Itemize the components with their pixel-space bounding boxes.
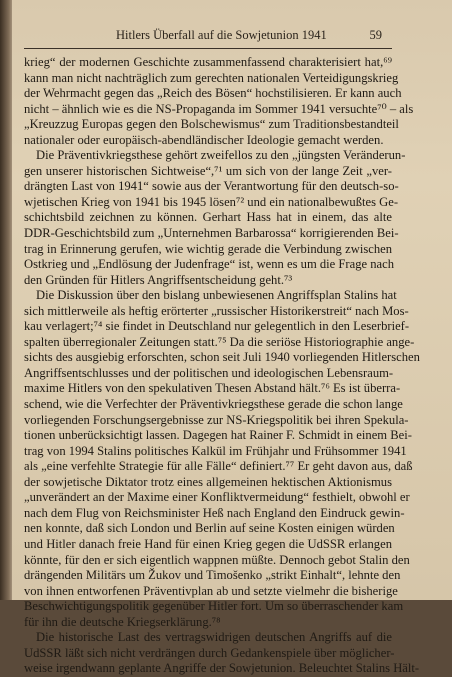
text-line: kau verlagert;⁷⁴ sie findet in Deutschland nur gelegentlich in den Leserbrief- bbox=[24, 319, 410, 334]
body-text bbox=[24, 55, 420, 677]
text-line: Die historische Last des vertragswidrigen deutschen Angriffs auf die bbox=[36, 630, 392, 645]
text-line: krieg“ der modernen Geschichte zusammenfassend charakterisiert hat,⁶⁹ bbox=[24, 55, 392, 69]
text-line: Die Präventivkriegsthese gehört zweifellos zu den „jüngsten Veränderun- bbox=[36, 148, 406, 163]
text-line: UdSSR läßt sich nicht verdrängen durch Gedankenspiele über möglicher- bbox=[24, 645, 395, 660]
text-line: sich mittlerweile als heftig erörterter „russischer Historikerstreit“ nach Mos- bbox=[24, 303, 409, 318]
text-line: der sowjetische Diktator trotz eines allgemeinen hektischen Aktionismus bbox=[24, 474, 392, 489]
text-line: der Wehrmacht gegen das „Reich des Bösen“ hochstilisieren. Er kann auch bbox=[24, 86, 402, 101]
text-line: schend, wie die Verfechter der Präventivkriegsthese gerade die schon lange bbox=[24, 397, 403, 412]
text-line: Die Diskussion über den bislang unbewiesenen Angriffsplan Stalins hat bbox=[36, 288, 397, 303]
header-rule bbox=[24, 48, 392, 49]
text-line: nicht – ähnlich wie es die NS-Propaganda im Sommer 1941 versuchte⁷⁰ – als bbox=[24, 101, 414, 116]
text-line: spalten überregionaler Zeitungen statt.⁷⁵ Da die seriöse Historiographie ange- bbox=[24, 334, 415, 349]
text-line: weise irgendwann geplante Angriffe der Sowjetunion. Beleuchtet Stalins Hält- bbox=[24, 661, 420, 676]
text-line: gen unserer historischen Sichtweise“,⁷¹ um sich von der lange Zeit „ver- bbox=[24, 163, 392, 178]
text-line: nen konnte, daß sich London und Berlin auf seine Kosten einigen würden bbox=[24, 521, 395, 536]
text-line: trag in Erinnerung gerufen, wie wichtig gerade die Verbindung zwischen bbox=[24, 241, 392, 256]
text-line: von ihnen entworfenen Präventivplan ab und setzte vielmehr die bisherige bbox=[24, 583, 398, 598]
text-line: kann man nicht nachträglich zum gerechten nationalen Verteidigungskrieg bbox=[24, 70, 399, 85]
running-header-title: Hitlers Überfall auf die Sowjetunion 1941 bbox=[116, 28, 327, 42]
running-header bbox=[12, 28, 452, 48]
text-line: drängenden Militärs um Žukov und Timošenko „strikt Einhalt“, lehnte den bbox=[24, 568, 401, 583]
text-line: Angriffsentschlusses und der politischen und ideologischen Lebensraum- bbox=[24, 365, 394, 380]
text-line: Ostkrieg und „Endlösung der Judenfrage“ ist, wenn es um die Frage nach bbox=[24, 257, 395, 272]
text-line: vorliegenden Forschungsergebnisse zur NS-Kriegspolitik bei ihren Spekula- bbox=[24, 412, 409, 427]
text-line: Beschwichtigungspolitik gegenüber Hitler fort. Um so überraschender kam bbox=[24, 599, 404, 614]
text-line: maxime Hitlers von den spekulativen Thesen Abstand hält.⁷⁶ Es ist überra- bbox=[24, 381, 401, 396]
text-line: „Kreuzzug Europas gegen den Bolschewismus“ zum Traditionsbestandteil bbox=[24, 117, 399, 132]
text-line: „unverändert an der Maxime einer Konfliktvermeidung“ festhielt, obwohl er bbox=[24, 490, 410, 505]
text-line: sichts des ausgiebig erforschten, schon seit Juli 1940 vorliegenden Hitlerschen bbox=[24, 350, 420, 365]
text-line: schichtsbild zeichnen zu können. Gerhart Hass hat in einem, das alte bbox=[24, 210, 392, 225]
text-line: nationaler oder europäisch-abendländischer Ideologie gemacht werden. bbox=[24, 132, 384, 147]
text-line: tionen unberücksichtigt lassen. Dagegen hat Rainer F. Schmidt in einem Bei- bbox=[24, 428, 412, 443]
text-line: trag von 1994 Stalins politisches Kalkül im Frühjahr und Frühsommer 1941 bbox=[24, 443, 407, 458]
text-line: und Hitler danach freie Hand für einen Krieg gegen die UdSSR erlangen bbox=[24, 536, 392, 551]
text-line: für ihn die deutsche Kriegserklärung.⁷⁸ bbox=[24, 614, 221, 629]
text-line: drängten Last von 1941“ sowie aus der Verantwortung für den deutsch-so- bbox=[24, 179, 399, 194]
text-line: DDR-Geschichtsbild zum „Unternehmen Barbarossa“ korrigierenden Bei- bbox=[24, 226, 399, 241]
text-line: den Gründen für Hitlers Angriffsentscheidung geht.⁷³ bbox=[24, 272, 293, 287]
text-line: wjetischen Krieg von 1941 bis 1945 lösen⁷² und ein nationalbewußtes Ge- bbox=[24, 194, 399, 209]
text-line: nach dem Flug von Reichsminister Heß nach England den Eindruck gewin- bbox=[24, 505, 405, 520]
text-line: könnte, für den er sich eigentlich wappnen müßte. Dennoch gebot Stalin den bbox=[24, 552, 410, 567]
text-line: als „eine verfehlte Strategie für alle Fälle“ definiert.⁷⁷ Er geht davon aus, daß bbox=[24, 459, 413, 474]
page-number: 59 bbox=[369, 28, 382, 42]
book-page bbox=[12, 0, 452, 676]
